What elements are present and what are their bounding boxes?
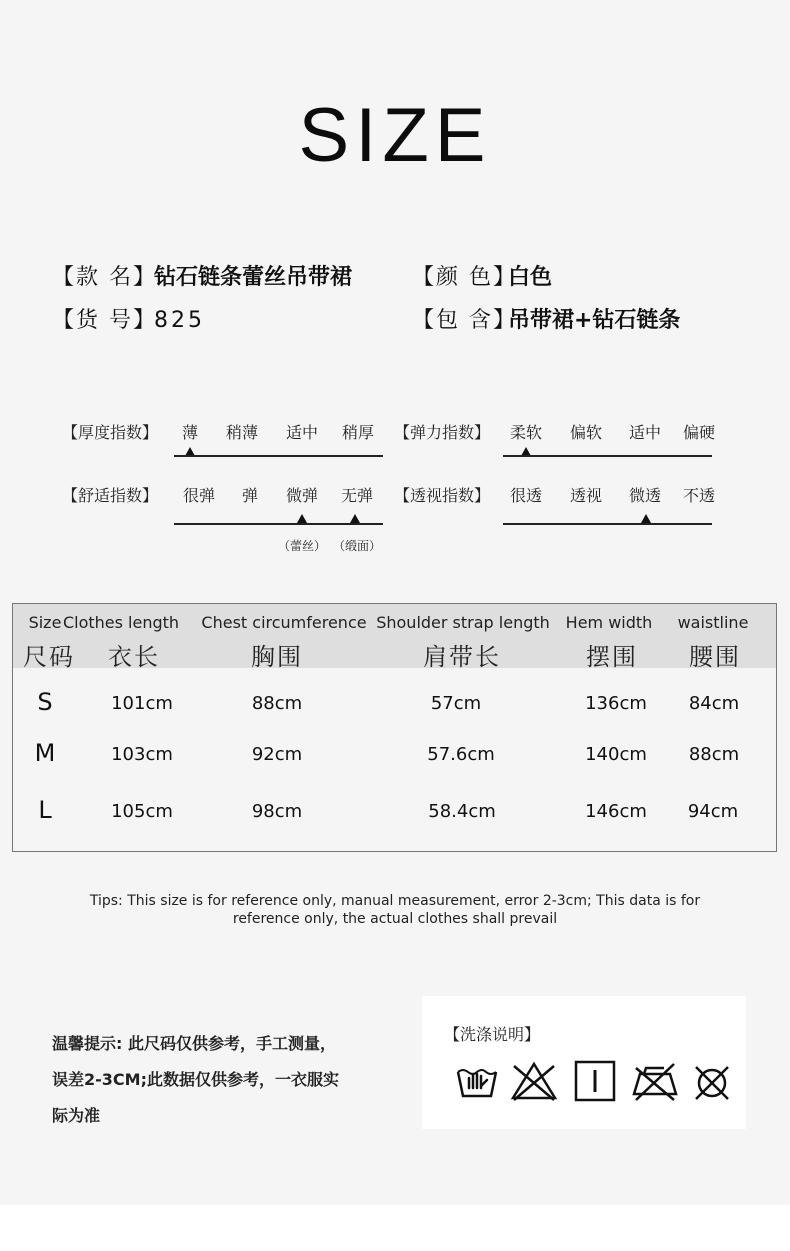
warm-tip-line: 际为准	[52, 1106, 101, 1125]
product-item-key: 【货 号】	[52, 308, 157, 333]
size-table	[12, 603, 777, 852]
table-cell: 57.6cm	[427, 744, 495, 765]
comfort-marker-satin-icon	[350, 514, 360, 523]
comfort-note-lace: （蕾丝）	[277, 539, 327, 553]
comfort-scale-line	[174, 523, 383, 525]
tips-text: Tips: This size is for reference only, manual measurement, error 2-3cm; This data is for reference only, the actual clothes shall prevail	[89, 893, 701, 927]
no-dry-clean-icon	[690, 1058, 734, 1104]
comfort-option: 弹	[241, 486, 259, 505]
product-include-key: 【包 含】	[412, 308, 517, 333]
product-color-key: 【颜 色】	[412, 265, 517, 290]
no-iron-icon	[630, 1058, 680, 1104]
elasticity-option: 适中	[628, 423, 662, 442]
transparency-marker-icon	[641, 514, 651, 523]
table-cell: 136cm	[585, 693, 647, 714]
comfort-note-satin: （缎面）	[332, 539, 382, 553]
table-cell-size: S	[37, 688, 53, 716]
comfort-option: 很弹	[182, 486, 216, 505]
transparency-option: 很透	[509, 486, 543, 505]
table-cell: 105cm	[111, 801, 173, 822]
table-cell: 140cm	[585, 744, 647, 765]
product-include	[412, 303, 680, 334]
table-cell-size: M	[34, 739, 56, 767]
table-cell: 88cm	[688, 744, 740, 765]
header-en-clothes-length: Clothes length	[62, 613, 180, 632]
thickness-option: 适中	[285, 423, 319, 442]
warm-tip	[52, 1026, 392, 1134]
warm-tip-line: 误差2-3CM;此数据仅供参考，一衣服实	[52, 1070, 339, 1089]
table-cell: 57cm	[430, 693, 482, 714]
table-cell: 58.4cm	[428, 801, 496, 822]
table-cell: 101cm	[111, 693, 173, 714]
elasticity-option: 偏软	[569, 423, 603, 442]
thickness-option: 稍薄	[225, 423, 259, 442]
header-en-waistline: waistline	[677, 613, 749, 632]
thickness-scale-line	[174, 455, 383, 457]
size-table-header	[13, 604, 776, 671]
product-color	[412, 260, 552, 291]
transparency-option: 透视	[569, 486, 603, 505]
thickness-option: 稍厚	[341, 423, 375, 442]
elasticity-option: 偏硬	[682, 423, 716, 442]
header-zh-chest: 胸围	[251, 643, 303, 671]
product-name-key: 【款 名】	[52, 265, 157, 290]
product-name-value: 钻石链条蕾丝吊带裙	[154, 265, 353, 290]
thickness-index-label: 【厚度指数】	[62, 423, 159, 442]
comfort-index-label: 【舒适指数】	[62, 486, 159, 505]
table-cell: 103cm	[111, 744, 173, 765]
tumble-dry-icon	[572, 1058, 618, 1104]
table-cell: 88cm	[251, 693, 303, 714]
header-en-chest: Chest circumference	[201, 613, 367, 632]
header-en-size: Size	[28, 613, 62, 632]
comfort-marker-lace-icon	[297, 514, 307, 523]
header-zh-hem-width: 摆围	[586, 643, 638, 671]
warm-tip-line: 温馨提示: 此尺码仅供参考，手工测量，	[52, 1034, 336, 1053]
header-zh-waistline: 腰围	[689, 643, 741, 671]
elasticity-option: 柔软	[509, 423, 543, 442]
page-title: SIZE	[298, 93, 492, 178]
elasticity-index-label: 【弹力指数】	[394, 423, 491, 442]
wash-instructions	[422, 996, 746, 1129]
product-item-no	[52, 303, 205, 334]
no-bleach-icon	[510, 1058, 558, 1104]
transparency-option: 不透	[682, 486, 716, 505]
table-cell: 98cm	[251, 801, 303, 822]
wash-title: 【洗涤说明】	[444, 1025, 541, 1044]
header-zh-size: 尺码	[23, 643, 75, 671]
table-cell: 84cm	[688, 693, 740, 714]
transparency-scale-line	[503, 523, 712, 525]
transparency-index-label: 【透视指数】	[394, 486, 491, 505]
thickness-option: 薄	[181, 423, 199, 442]
product-name	[52, 260, 352, 291]
header-en-shoulder-strap: Shoulder strap length	[376, 613, 550, 632]
table-cell: 94cm	[687, 801, 739, 822]
comfort-option: 无弹	[340, 486, 374, 505]
product-item-value: 825	[154, 308, 205, 333]
product-color-value: 白色	[508, 265, 553, 290]
hand-wash-icon	[454, 1058, 500, 1104]
table-cell: 92cm	[251, 744, 303, 765]
header-en-hem-width: Hem width	[565, 613, 653, 632]
header-zh-clothes-length: 衣长	[108, 643, 160, 671]
comfort-option: 微弹	[285, 486, 319, 505]
table-cell: 146cm	[585, 801, 647, 822]
elasticity-scale-line	[503, 455, 712, 457]
header-zh-shoulder-strap: 肩带长	[423, 643, 501, 671]
product-include-value: 吊带裙+钻石链条	[508, 308, 681, 333]
table-cell-size: L	[38, 796, 52, 824]
transparency-option: 微透	[628, 486, 662, 505]
